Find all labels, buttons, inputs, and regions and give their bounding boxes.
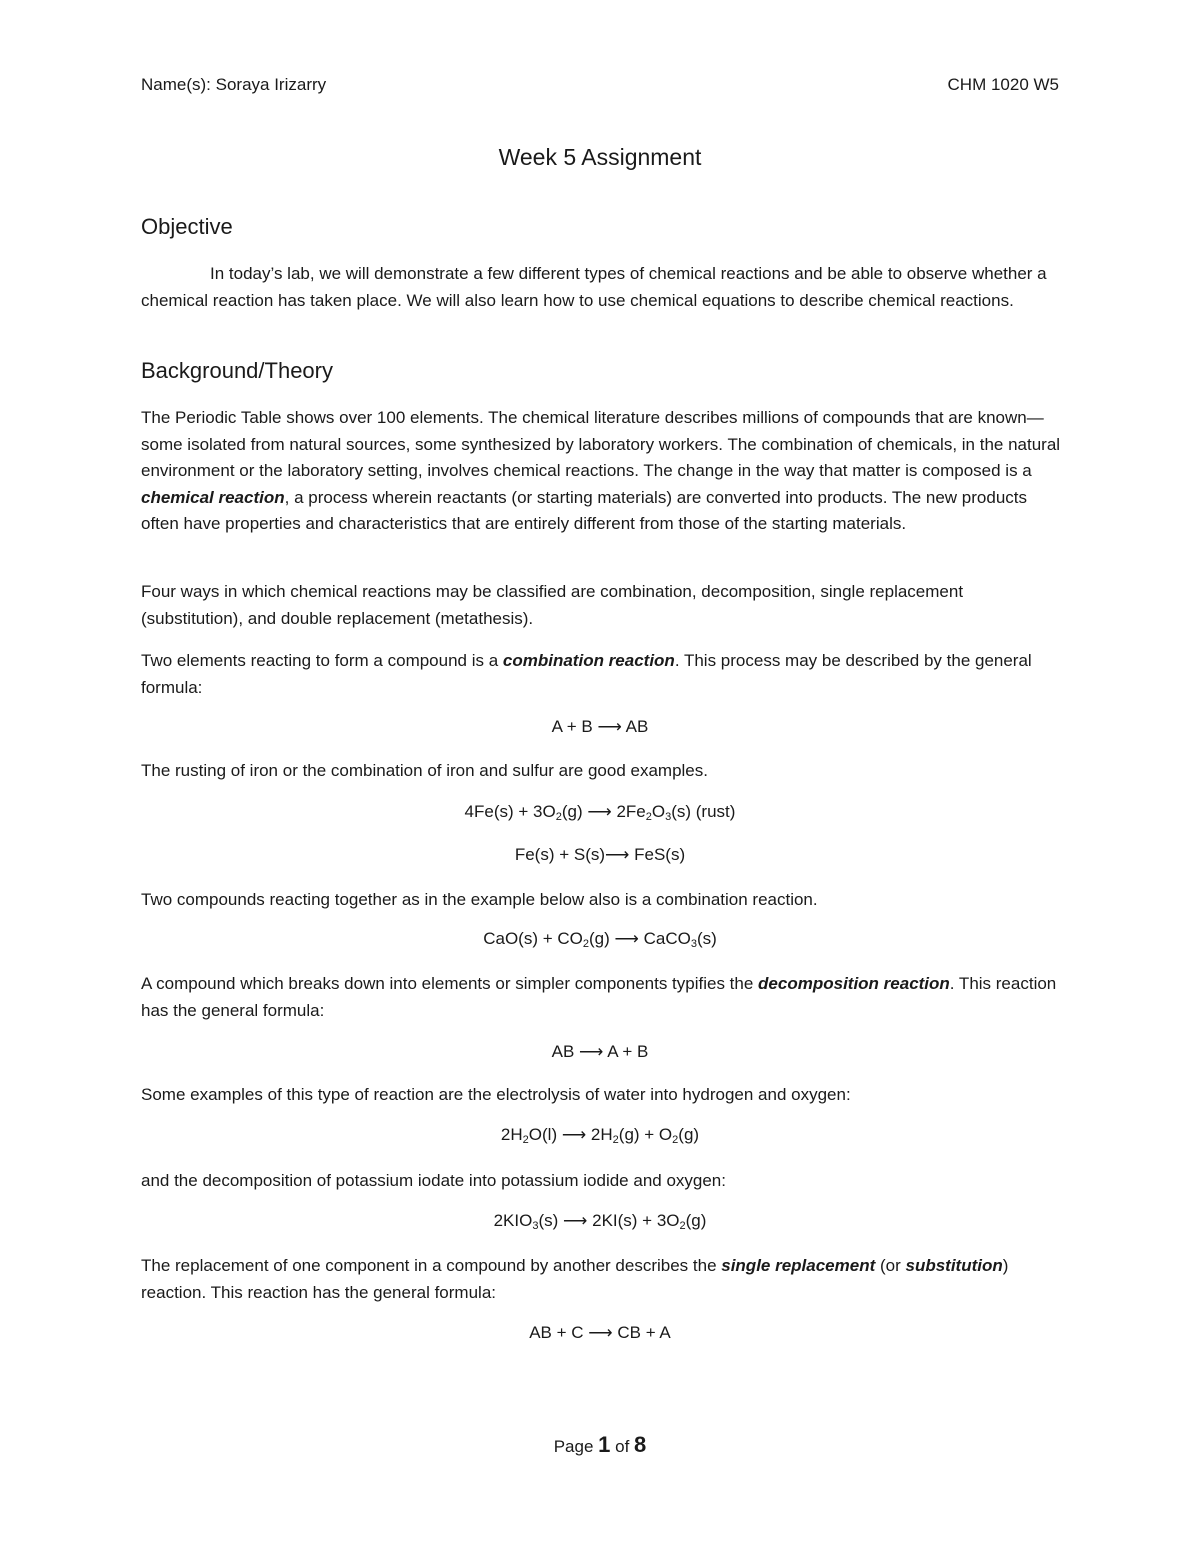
equation-rust: $4Fe(s) + 3O_2(g)$ ⟶ $2Fe_2O_3(s)$ (rust)	[464, 802, 736, 823]
background-paragraph-4: The rusting of iron or the combination of iron and sulfur are good examples.	[141, 761, 708, 780]
equation-combination-general: A + B ⟶ AB	[551, 717, 649, 736]
term-combination-reaction: combination reaction	[502, 651, 675, 670]
header-course: CHM 1020 W5	[947, 75, 1059, 94]
background-paragraph-7: Some examples of this type of reaction are the electrolysis of water into hydrogen and oxygen:	[141, 1085, 851, 1104]
term-substitution: substitution	[905, 1256, 1003, 1275]
term-chemical-reaction: chemical reaction	[141, 487, 285, 507]
document-title: Week 5 Assignment	[498, 144, 702, 170]
equation-water: $2H_2O(l)$ ⟶ $2H_2(g) + O_2(g)$	[500, 1125, 700, 1146]
equation-iron-sulfur: Fe(s) + S(s)⟶ FeS(s)	[514, 845, 686, 864]
objective-paragraph: In today’s lab, we will demonstrate a few different types of chemical reactions and be able to observe whether a chemical reaction has taken place. We will also learn how to use chemical equations to describe chemical reactions.	[141, 264, 1047, 310]
background-paragraph-9: The replacement of one component in a compound by another describes the single replacement (or substitution) reaction. This reaction has the general formula:	[141, 1256, 1009, 1302]
background-paragraph-1: The Periodic Table shows over 100 elements. The chemical literature describes millions of compounds that are known—some isolated from natural sources, some synthesized by laboratory workers. The combination of chemicals, in the natural environment or the laboratory setting, involves chemical reactions. The change in the way that matter is composed is a chemical reaction, a process wherein reactants (or starting materials) are converted into products. The new products often have properties and characteristics that are entirely different from those of the starting materials.	[141, 408, 1061, 533]
background-paragraph-5: Two compounds reacting together as in the example below also is a combination reaction.	[141, 890, 818, 909]
background-paragraph-8: and the decomposition of potassium iodate into potassium iodide and oxygen:	[141, 1171, 726, 1190]
background-paragraph-3: Two elements reacting to form a compound is a combination reaction. This process may be described by the general formula:	[141, 651, 1032, 697]
term-decomposition-reaction: decomposition reaction	[758, 974, 950, 993]
term-single-replacement: single replacement	[721, 1256, 876, 1275]
equation-single-replacement-general: AB + C ⟶ CB + A	[529, 1323, 671, 1342]
header-name: Name(s): Soraya Irizarry	[141, 75, 327, 94]
objective-heading: Objective	[141, 214, 233, 239]
equation-kio3: $2KIO_3(s)$ ⟶ $2KI(s) + 3O_2(g)$	[493, 1211, 707, 1232]
equation-decomposition-general: AB ⟶ A + B	[551, 1042, 649, 1061]
page-footer: Page 1 of 8	[553, 1432, 647, 1457]
page-total: 8	[634, 1432, 647, 1457]
background-paragraph-6: A compound which breaks down into elements or simpler components typifies the decomposition reaction. This reaction has the general formula:	[141, 974, 1057, 1020]
background-heading: Background/Theory	[141, 358, 333, 383]
page-number: 1	[598, 1432, 611, 1457]
background-paragraph-2: Four ways in which chemical reactions may be classified are combination, decomposition, single replacement (substitution), and double replacement (metathesis).	[141, 582, 964, 628]
equation-cao: $CaO(s) + CO_2(g)$ ⟶ CaCO$_3$(s)	[483, 929, 717, 950]
